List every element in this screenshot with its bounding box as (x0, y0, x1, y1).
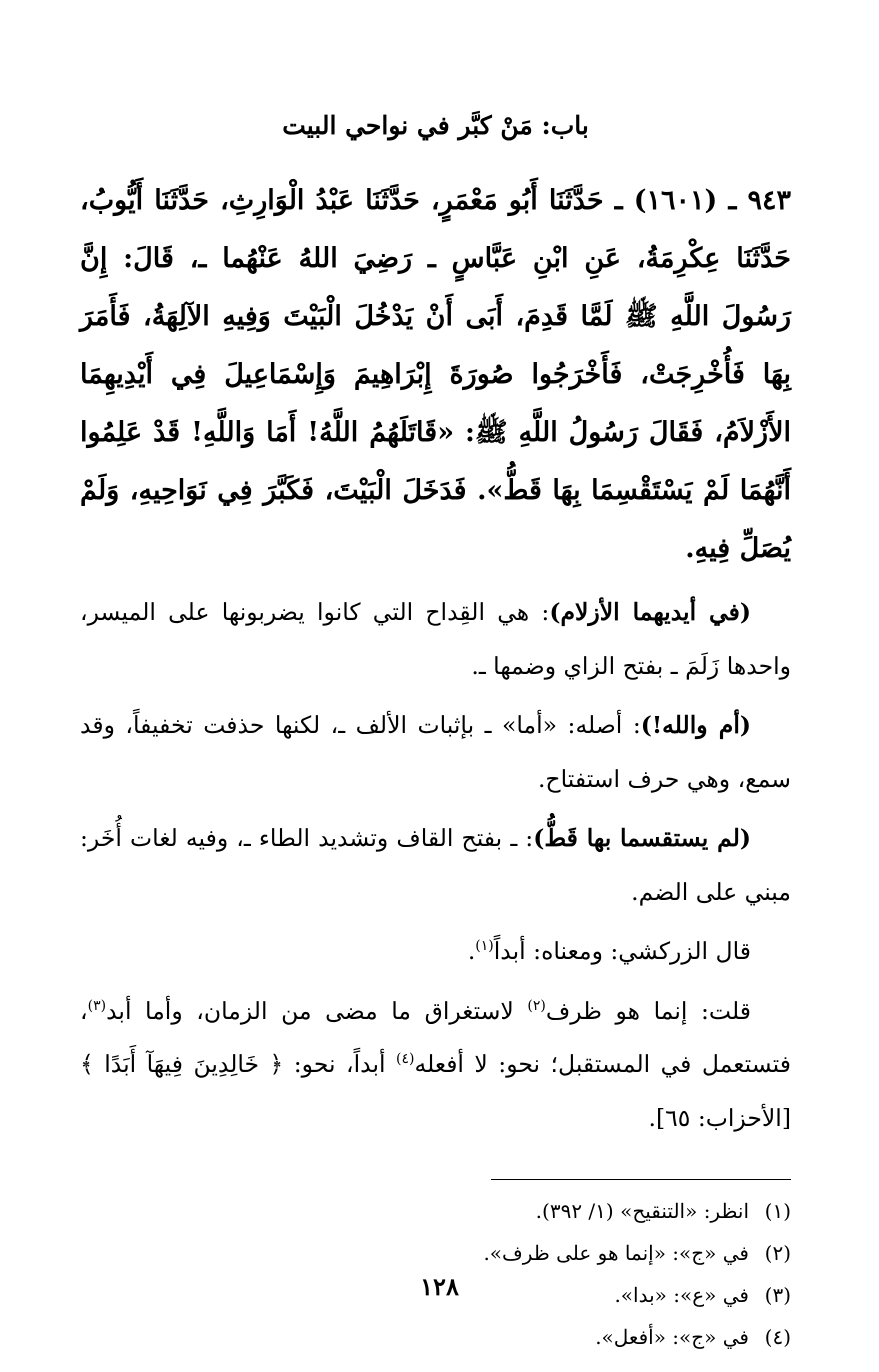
commentary-text: ، فتستعمل في المستقبل؛ نحو: لا أفعله (80, 996, 791, 1078)
commentary-text: : هي القِداح التي كانوا يضربونها على الميسر، واحدها زَلَمَ ـ بفتح الزاي وضمها ـ. (80, 598, 791, 680)
footnote (80, 1190, 791, 1232)
commentary-paragraph (80, 586, 791, 693)
quran-reference: [الأحزاب: ٦٥]. (648, 1103, 791, 1132)
commentary-text: . (467, 937, 476, 965)
quran-quote: ﴿ خَالِدِينَ فِيهَآ أَبَدًا ﴾ (80, 1050, 284, 1078)
commentary-lemma: (لم يستقسما بها قَطُّ) (533, 824, 751, 852)
footnote-text: في «ع»: «بدا». (614, 1283, 749, 1307)
footnote-text: في «ج»: «إنما هو على ظرف». (483, 1241, 749, 1265)
footnote-number: (٣) (764, 1283, 791, 1307)
commentary-text: لاستغراق ما مضى من الزمان، وأما أبد (106, 996, 528, 1025)
footnote (80, 1232, 791, 1274)
page-number: ١٢٨ (420, 1272, 459, 1301)
commentary-text: : أصله: «أما» ـ بإثبات الألف ـ، لكنها حذفت تخفيفاً، وقد سمع، وهي حرف استفتاح. (80, 711, 791, 793)
commentary-lemma: (أم والله!) (640, 711, 751, 739)
footnote (80, 1316, 791, 1358)
commentary-paragraph (80, 925, 791, 979)
commentary-text: : ـ بفتح القاف وتشديد الطاء ـ، وفيه لغات أُخَر: مبني على الضم. (80, 824, 791, 906)
footnote-number: (١) (764, 1199, 791, 1223)
footnote-marker[interactable]: (٤) (396, 1051, 415, 1068)
commentary-paragraph (80, 699, 791, 806)
footnote-number: (٢) (764, 1241, 791, 1265)
commentary-text: أبداً، نحو: (283, 1050, 397, 1078)
commentary-paragraph (80, 812, 791, 919)
footnote-number: (٤) (764, 1325, 791, 1349)
footnote-marker[interactable]: (١) (475, 938, 494, 955)
commentary-lemma: (في أيديهما الأزلام) (549, 598, 751, 626)
footnote-text: في «ج»: «أفعل». (595, 1325, 749, 1349)
chapter-title: باب: مَنْ كبَّر في نواحي البيت (282, 111, 589, 140)
footnote-text: انظر: «التنقيح» (١/ ٣٩٢). (535, 1199, 749, 1223)
footnote-divider (491, 1179, 791, 1180)
footnote-marker[interactable]: (٣) (87, 997, 107, 1014)
commentary-text: قال الزركشي: ومعناه: أبداً (493, 937, 751, 965)
commentary (80, 586, 791, 1145)
hadith-text: ٩٤٣ ـ (١٦٠١) ـ حَدَّثَنَا أَبُو مَعْمَرٍ، حَدَّثَنَا عَبْدُ الْوَارِثِ، حَدَّثَنَا أَيُّوبُ، حَدَّثَنَا عِكْرِمَةُ، عَنِ ابْنِ عَبَّاسٍ ـ رَضِيَ اللهُ عَنْهُما ـ، قَالَ: إِنَّ رَسُولَ اللَّهِ ﷺ لَمَّا قَدِمَ، أَبَى أَنْ يَدْخُلَ الْبَيْتَ وَفِيهِ الآلِهَةُ، فَأَمَرَ بِهَا فَأُخْرِجَتْ، فَأَخْرَجُوا صُورَةَ إِبْرَاهِيمَ وَإِسْمَاعِيلَ فِي أَيْدِيهِمَا الأَزْلاَمُ، فَقَالَ رَسُولُ اللَّهِ ﷺ: «قَاتَلَهُمُ اللَّهُ! أَمَا وَاللَّهِ! قَدْ عَلِمُوا أَنَّهُمَا لَمْ يَسْتَقْسِمَا بِهَا قَطُّ». فَدَخَلَ الْبَيْتَ، فَكَبَّرَ فِي نَوَاحِيهِ، وَلَمْ يُصَلِّ فِيهِ. (80, 185, 791, 564)
footnote-marker[interactable]: (٢) (527, 997, 546, 1014)
commentary-text: قلت: إنما هو ظرف (545, 996, 752, 1025)
commentary-paragraph (80, 985, 791, 1146)
